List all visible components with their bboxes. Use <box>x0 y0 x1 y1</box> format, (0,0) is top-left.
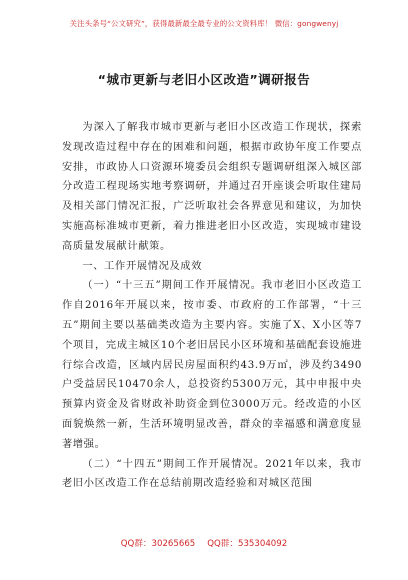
footer-qq-group-2: QQ群：535304092 <box>207 539 288 549</box>
paragraph-13th-five-year: （一）“十三五”期间工作开展情况。我市老旧小区改造工作自2016年开展以来，按市委、市政府的工作部署，“十三五”期间主要以基础类改造为主要内容。实施了X、X小区等7个项目，完成主城区10个老旧居民小区环境和基础配套设施进行综合改造，区域内居民房屋面积约43.9万㎡，涉及约3490户受益居民10470余人，总投资约5300万元，其中申报中央预算内资金及省财政补助资金到位3000万元。经改造的小区面貌焕然一新，生活环境明显改善，群众的幸福感和满意度显著增强。 <box>62 280 362 450</box>
document-body <box>62 118 362 494</box>
document-title: “城市更新与老旧小区改造”调研报告 <box>97 72 311 87</box>
intro-paragraph: 为深入了解我市城市更新与老旧小区改造工作现状，探索发现改造过程中存在的困难和问题，根据市政协年度工作要点安排，市政协人口资源环境委员会组织专题调研组深入城区部分改造工程现场实地考察调研，并通过召开座谈会听取住建局及相关部门情况汇报，广泛听取社会各界意见和建议，为加快实施高标准城市更新，着力推进老旧小区改造，实现城市建设高质量发展献计献策。 <box>62 122 362 252</box>
paragraph-14th-five-year: （二）“十四五”期间工作开展情况。2021年以来，我市老旧小区改造工作在总结前期改造经验和对城区范围 <box>62 458 362 490</box>
footer-qq-group-1: QQ群：30265665 <box>120 539 196 549</box>
section-heading: 一、工作开展情况及成效 <box>82 260 203 272</box>
promo-banner: 关注头条号“公文研究”，获得最新最全最专业的公文资料库！ 微信：gongwenyj <box>69 19 339 28</box>
footer-contacts <box>0 537 408 549</box>
